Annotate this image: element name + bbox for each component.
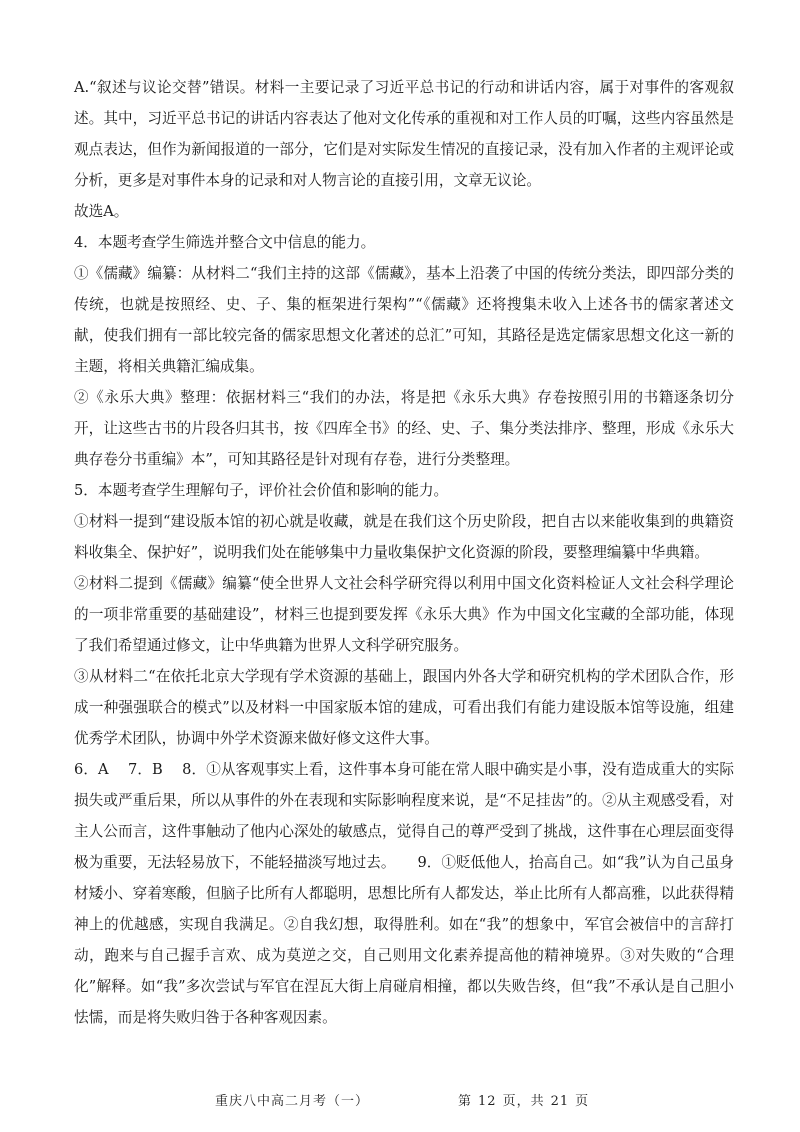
paragraph-q5-point-2: ②材料二提到《儒藏》编纂“使全世界人文社会科学研究得以利用中国文化资料检证人文社会科学理论的一项非常重要的基础建设”，材料三也提到要发挥《永乐大典》作为中国文化宝藏的全部功能，体现了我们希望通过修文，让中华典籍为世界人文科学研究服务。	[74, 575, 734, 654]
document-body	[74, 72, 734, 1033]
paragraph-option-a-analysis: A.“叙述与议论交替”错误。材料一主要记录了习近平总书记的行动和讲话内容，属于对事件的客观叙述。其中，习近平总书记的讲话内容表达了他对文化传承的重视和对工作人员的叮嘱，这些内容虽然是观点表达，但作为新闻报道的一部分，它们是对实际发生情况的直接记录，没有加入作者的主观评论或分析，更多是对事件本身的记录和对人物言论的直接引用，文章无议论。	[74, 79, 734, 189]
footer-page-middle: 页，共	[502, 1094, 545, 1109]
paragraph-q6-to-q9-answers: 6．A 7．B 8．①从客观事实上看，这件事本身可能在常人眼中确实是小事，没有造成重大的实际损失或严重后果，所以从事件的外在表现和实际影响程度来说，是“不足挂齿”的。②从主观感受看，对主人公而言，这件事触动了他内心深处的敏感点，觉得自己的尊严受到了挑战，这件事在心理层面变得极为重要，无法轻易放下，不能轻描淡写地过去。 9．①贬低他人，抬高自己。如“我”认为自己虽身材矮小、穿着寒酸，但脑子比所有人都聪明，思想比所有人都发达，举止比所有人都高雅，以此获得精神上的优越感，实现自我满足。②自我幻想，取得胜利。如在“我”的想象中，军官会被信中的言辞打动，跑来与自己握手言欢、成为莫逆之交，自己则用文化素养提高他的精神境界。③对失败的“合理化”解释。如“我”多次尝试与军官在涅瓦大街上肩碰肩相撞，都以失败告终，但“我”不承认是自己胆小怯懦，而是将失败归咎于各种客观因素。	[74, 761, 734, 1026]
paragraph-q5-heading: 5．本题考查学生理解句子，评价社会价值和影响的能力。	[74, 482, 449, 499]
footer-page-current: 12	[478, 1094, 497, 1109]
footer-school-exam: 重庆八中高二月考（一）	[215, 1094, 370, 1109]
footer-page-suffix: 页	[575, 1094, 590, 1109]
footer-page-info	[458, 1090, 589, 1109]
footer-page-total: 21	[550, 1094, 570, 1109]
footer-page-prefix: 第	[458, 1094, 473, 1109]
paragraph-answer-a: 故选A。	[74, 203, 129, 220]
paragraph-q5-point-1: ①材料一提到“建设版本馆的初心就是收藏，就是在我们这个历史阶段，把自古以来能收集到的典籍资料收集全、保护好”，说明我们处在能够集中力量收集保护文化资源的阶段，要整理编纂中华典籍。	[74, 513, 734, 561]
paragraph-q4-point-1: ①《儒藏》编纂：从材料二“我们主持的这部《儒藏》，基本上沿袭了中国的传统分类法，即四部分类的传统，也就是按照经、史、子、集的框架进行架构”“《儒藏》还将搜集未收入上述各书的儒家著述文献，使我们拥有一部比较完备的儒家思想文化著述的总汇”可知，其路径是选定儒家思想文化这一新的主题，将相关典籍汇编成集。	[74, 265, 734, 375]
paragraph-q4-point-2: ②《永乐大典》整理：依据材料三“我们的办法，将是把《永乐大典》存卷按照引用的书籍逐条切分开，让这些古书的片段各归其书，按《四库全书》的经、史、子、集分类法排序、整理，形成《永乐大典存卷分书重编》本”，可知其路径是针对现有存卷，进行分类整理。	[74, 389, 734, 468]
paragraph-q5-point-3: ③从材料二“在依托北京大学现有学术资源的基础上，跟国内外各大学和研究机构的学术团队合作，形成一种强强联合的模式”以及材料一中国家版本馆的建成，可看出我们有能力建设版本馆等设施，组建优秀学术团队，协调中外学术资源来做好修文这件大事。	[74, 668, 734, 747]
paragraph-q4-heading: 4．本题考查学生筛选并整合文中信息的能力。	[74, 234, 376, 251]
